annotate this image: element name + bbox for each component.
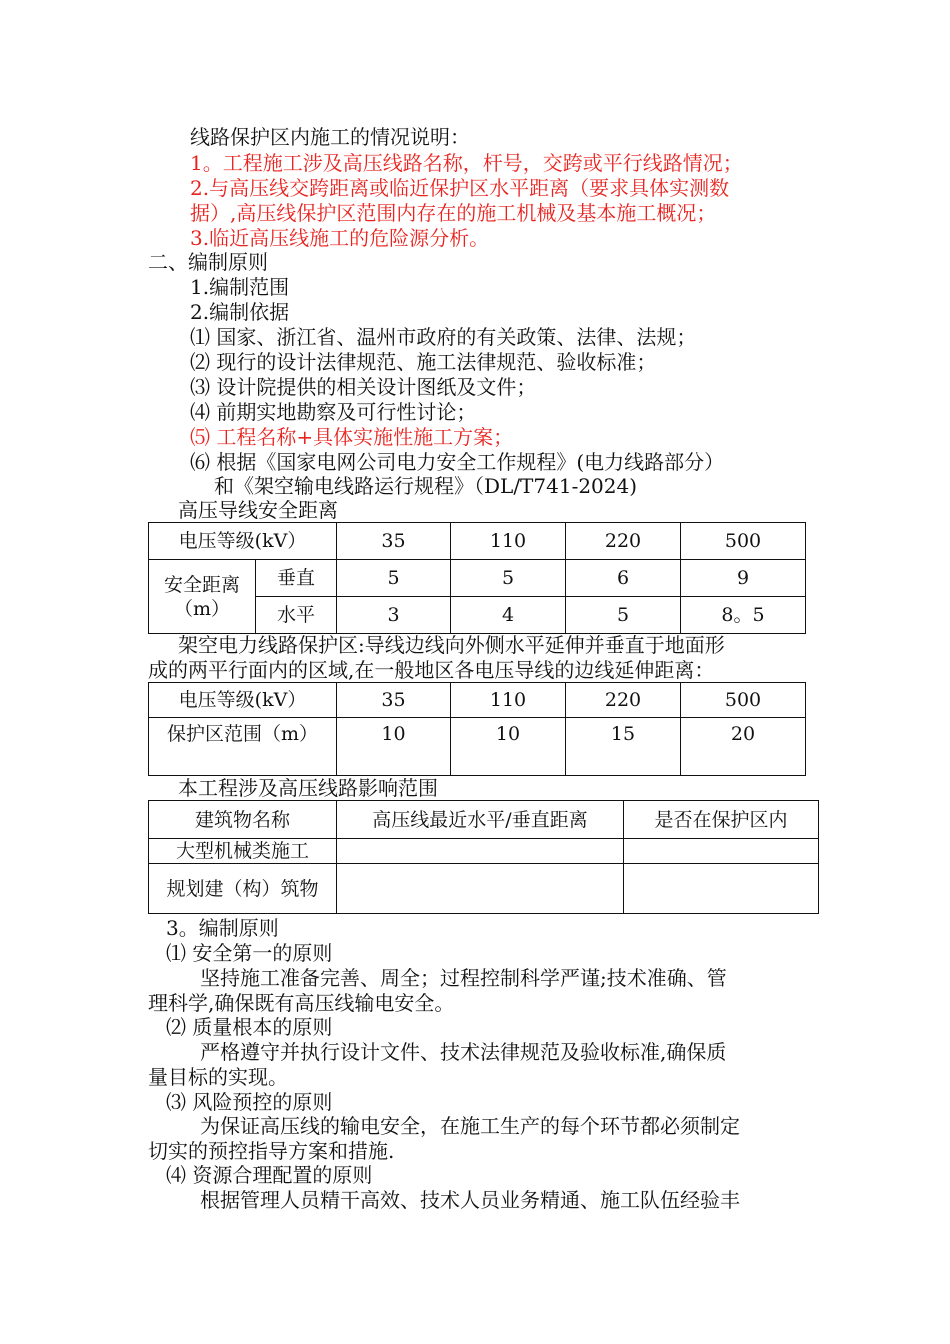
table3-cell xyxy=(624,864,819,914)
basis-item-3: ⑶ 设计院提供的相关设计图纸及文件； xyxy=(190,375,537,399)
table2-cell: 20 xyxy=(681,718,806,776)
basis-item-6: ⑹ 根据《国家电网公司电力安全工作规程》(电力线路部分） xyxy=(190,450,725,474)
basis-item-5: ⑸ 工程名称+具体实施性施工方案； xyxy=(190,425,514,449)
basis-item-1: ⑴ 国家、浙江省、温州市政府的有关政策、法律、法规； xyxy=(190,325,697,349)
principle-title: ⑶ 风险预控的原则 xyxy=(166,1090,333,1114)
principle-text: 为保证高压线的输电安全，在施工生产的每个环节都必须制定 xyxy=(200,1114,740,1138)
principle-title: ⑷ 资源合理配置的原则 xyxy=(166,1163,373,1187)
intro-item-1: 1。工程施工涉及高压线路名称，杆号，交跨或平行线路情况； xyxy=(190,151,743,175)
basis-item-2: ⑵ 现行的设计法律规范、施工法律规范、验收标准； xyxy=(190,350,657,374)
principle-text: 严格遵守并执行设计文件、技术法律规范及验收标准,确保质 xyxy=(200,1040,727,1064)
table3-header: 是否在保护区内 xyxy=(624,801,819,839)
table3-header: 高压线最近水平/垂直距离 xyxy=(337,801,624,839)
principle-text: 理科学,确保既有高压线输电安全。 xyxy=(148,991,455,1015)
safety-distance-table xyxy=(148,522,806,634)
protection-zone-table xyxy=(148,682,806,776)
table2-cell: 10 xyxy=(337,718,451,776)
table1-header-label: 电压等级(kV） xyxy=(149,523,337,560)
principle-text: 坚持施工准备完善、周全；过程控制科学严谨;技术准确、管 xyxy=(200,966,727,990)
table1-cell: 9 xyxy=(681,560,806,597)
section2-scope: 1.编制范围 xyxy=(190,275,290,299)
table1-group-label: 安全距离（m） xyxy=(149,560,256,634)
table1-cell: 5 xyxy=(566,597,681,634)
intro-heading: 线路保护区内施工的情况说明： xyxy=(190,125,470,149)
impact-range-table xyxy=(148,800,819,914)
table2-voltage: 500 xyxy=(681,683,806,718)
table1-cell: 6 xyxy=(566,560,681,597)
principle-text: 量目标的实现。 xyxy=(148,1065,288,1089)
table2-header-label: 电压等级(kV） xyxy=(149,683,337,718)
table1-voltage: 500 xyxy=(681,523,806,560)
table2-cell: 10 xyxy=(451,718,566,776)
protect-text-2: 成的两平行面内的区域,在一般地区各电压导线的边线延伸距离： xyxy=(148,658,715,682)
principle-title: ⑵ 质量根本的原则 xyxy=(166,1015,333,1039)
table1-voltage: 220 xyxy=(566,523,681,560)
basis-item-4: ⑷ 前期实地勘察及可行性讨论； xyxy=(190,400,477,424)
table2-voltage: 220 xyxy=(566,683,681,718)
table1-caption: 高压导线安全距离 xyxy=(178,498,338,522)
table2-voltage: 110 xyxy=(451,683,566,718)
table3-header: 建筑物名称 xyxy=(149,801,337,839)
table3-cell xyxy=(624,839,819,864)
principle-title: ⑴ 安全第一的原则 xyxy=(166,941,333,965)
basis-item-7: 和《架空输电线路运行规程》（DL/T741-2024) xyxy=(214,474,638,498)
section3-title: 3。编制原则 xyxy=(166,916,279,940)
table1-row-label: 垂直 xyxy=(256,560,337,597)
table1-cell: 3 xyxy=(337,597,451,634)
section2-title: 二、编制原则 xyxy=(148,250,268,274)
table1-cell: 5 xyxy=(337,560,451,597)
table3-row-name: 规划建（构）筑物 xyxy=(149,864,337,914)
table1-row-label: 水平 xyxy=(256,597,337,634)
table3-row-name: 大型机械类施工 xyxy=(149,839,337,864)
protect-text-1: 架空电力线路保护区:导线边线向外侧水平延伸并垂直于地面形 xyxy=(178,633,725,657)
intro-item-4: 3.临近高压线施工的危险源分析。 xyxy=(190,226,490,250)
section2-basis: 2.编制依据 xyxy=(190,300,290,324)
table1-voltage: 110 xyxy=(451,523,566,560)
table2-voltage: 35 xyxy=(337,683,451,718)
table1-cell: 5 xyxy=(451,560,566,597)
intro-item-2: 2.与高压线交跨距离或临近保护区水平距离（要求具体实测数 xyxy=(190,176,730,200)
principle-text: 切实的预控指导方案和措施. xyxy=(148,1139,395,1163)
table3-cell xyxy=(337,864,624,914)
table3-cell xyxy=(337,839,624,864)
table1-cell: 4 xyxy=(451,597,566,634)
intro-item-3: 据）,高压线保护区范围内存在的施工机械及基本施工概况； xyxy=(190,201,717,225)
table2-cell: 15 xyxy=(566,718,681,776)
table2-row-label: 保护区范围（m） xyxy=(149,718,337,776)
table1-cell: 8。5 xyxy=(681,597,806,634)
table1-voltage: 35 xyxy=(337,523,451,560)
table3-caption: 本工程涉及高压线路影响范围 xyxy=(178,776,438,800)
principle-text: 根据管理人员精干高效、技术人员业务精通、施工队伍经验丰 xyxy=(200,1188,740,1212)
